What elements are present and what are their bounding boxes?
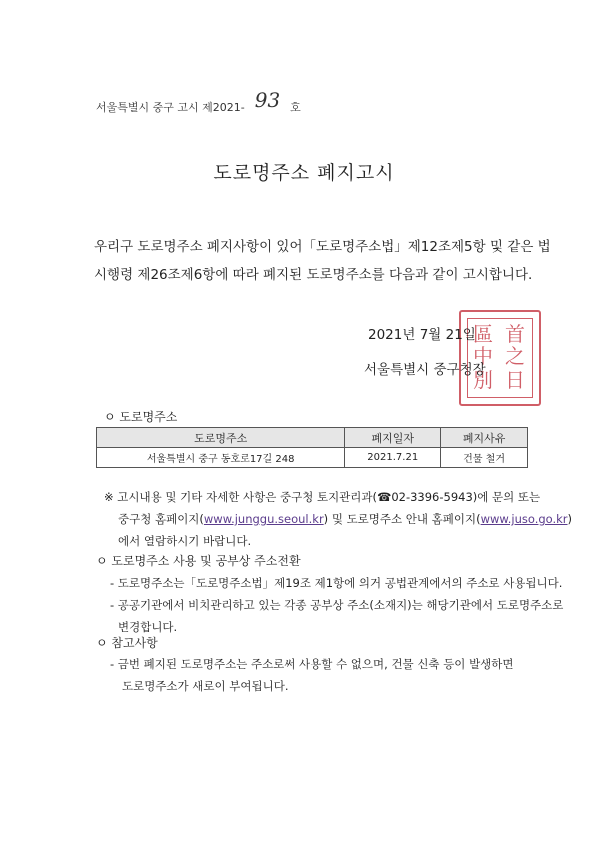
conversion-line-1: - 도로명주소는「도로명주소법」제19조 제1항에 의거 공법관계에서의 주소로 사용됩니다. <box>110 576 563 590</box>
body-line-1: 우리구 도로명주소 폐지사항이 있어「도로명주소법」제12조제5항 및 같은 법 <box>94 239 551 255</box>
header-abolish-reason: 폐지사유 <box>441 428 528 448</box>
section-address-conversion-label: ㅇ 도로명주소 사용 및 공부상 주소전환 <box>96 554 301 568</box>
table-row <box>97 448 528 468</box>
cell-abolish-date: 2021.7.21 <box>345 448 441 468</box>
header-road-address: 도로명주소 <box>97 428 345 448</box>
issuer-name: 서울특별시 중구청장 <box>364 362 486 378</box>
notice-date: 2021년 7월 21일 <box>368 327 476 343</box>
table-header-row <box>97 428 528 448</box>
seal-char: 日 <box>505 368 525 392</box>
cell-abolish-reason: 건물 철거 <box>441 448 528 468</box>
note-text: ) <box>567 512 573 526</box>
notice-number-line <box>96 88 301 116</box>
note-text: 중구청 홈페이지( <box>118 512 204 526</box>
conversion-line-3: 변경합니다. <box>118 620 178 634</box>
seal-char: 首 <box>505 322 525 346</box>
seal-char: 別 <box>473 368 493 392</box>
seal-char: 區 <box>473 322 493 346</box>
body-line-2: 시행령 제26조제6항에 따라 폐지된 도로명주소를 다음과 같이 고시합니다. <box>94 267 533 283</box>
conversion-line-2: - 공공기관에서 비치관리하고 있는 각종 공부상 주소(소재지)는 해당기관에서 도로명주소로 <box>110 598 564 612</box>
note-line-2 <box>118 511 572 527</box>
seal-char: 中 <box>473 344 493 368</box>
juso-homepage-link[interactable]: www.juso.go.kr <box>480 512 568 526</box>
junggu-homepage-link[interactable]: www.junggu.seoul.kr <box>203 512 324 526</box>
note-line-3: 에서 열람하시기 바랍니다. <box>118 534 252 548</box>
handwritten-notice-number: 93 <box>254 88 281 112</box>
note-text: ) 및 도로명주소 안내 홈페이지( <box>323 512 481 526</box>
section-road-address-label: ㅇ 도로명주소 <box>104 410 178 424</box>
cell-road-address: 서울특별시 중구 동호로17길 248 <box>97 448 345 468</box>
notice-suffix: 호 <box>290 101 301 114</box>
section-reference-label: ㅇ 참고사항 <box>96 636 158 650</box>
note-line-1: ※ 고시내용 및 기타 자세한 사항은 중구청 토지관리과(☎02-3396-5943)에 문의 또는 <box>104 490 541 504</box>
seal-char: 之 <box>505 344 525 368</box>
reference-line-2: 도로명주소가 새로이 부여됩니다. <box>122 679 289 693</box>
notice-prefix: 서울특별시 중구 고시 제2021- <box>96 101 245 114</box>
road-address-table <box>96 427 528 468</box>
header-abolish-date: 폐지일자 <box>345 428 441 448</box>
page-title: 도로명주소 폐지고시 <box>213 162 395 184</box>
reference-line-1: - 금번 폐지된 도로명주소는 주소로써 사용할 수 없으며, 건물 신축 등이 발생하면 <box>110 657 514 671</box>
